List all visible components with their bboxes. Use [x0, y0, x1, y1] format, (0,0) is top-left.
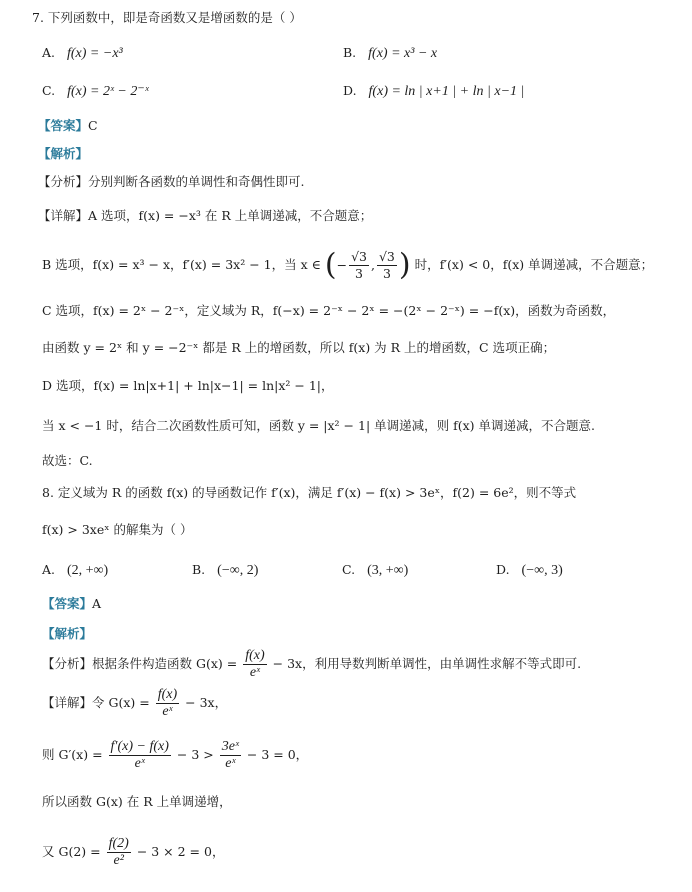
q8-g-frac1-den: eˣ [134, 756, 145, 771]
q8-fenxi-frac-num: f(x) [245, 648, 265, 663]
q8-fenxi [42, 647, 581, 681]
q8-analysis-tag [42, 626, 92, 642]
q8-g2-frac-num: f(2) [108, 836, 129, 851]
q8-fenxi-pre: 根据条件构造函数 G(x) = [92, 656, 238, 671]
q8-answer [42, 596, 101, 612]
q7-interval-frac-right-num: √3 [378, 249, 395, 265]
q8-g-pre: 则 G′(x) = [42, 747, 103, 762]
q8-option-d [496, 562, 563, 579]
q8-derivative [42, 738, 308, 772]
q8-detail-frac [156, 687, 179, 720]
q7-option-a-text: f(x) = −x³ [67, 46, 123, 61]
q7-detail-b-text2: 时，f′(x) < 0，f(x) 单调递减，不合题意； [414, 257, 654, 272]
q8-option-b-label: B. [192, 562, 206, 577]
q7-interval-frac-left-den: 3 [355, 266, 363, 282]
q8-g-mid: − 3 > [176, 747, 214, 762]
q7-answer-value: C [88, 118, 98, 133]
q7-detail-d: D 选项，f(x) = ln|x+1| + ln|x−1| = ln|x² − 1|， [42, 378, 334, 393]
q7-conclusion: 故选：C. [42, 453, 93, 468]
q7-fenxi-tag: 【分析】 [38, 174, 89, 189]
q7-stem: 7. 下列函数中，即是奇函数又是增函数的是（ ） [32, 10, 302, 25]
q8-stem-line2: f(x) > 3xeˣ 的解集为（ ） [42, 522, 193, 537]
q8-detail [42, 686, 227, 720]
q7-detail-a-text: A 选项，f(x) = −x³ 在 R 上单调递减，不合题意； [88, 208, 373, 223]
q8-g-frac2-den: eˣ [225, 756, 236, 771]
q8-fenxi-frac [243, 648, 266, 681]
q7-detail-c: C 选项，f(x) = 2ˣ − 2⁻ˣ，定义域为 R，f(−x) = 2⁻ˣ − 2ˣ = −(2ˣ − 2⁻ˣ) = −f(x)，函数为奇函数， [42, 303, 616, 318]
q7-interval-frac-right-den: 3 [382, 266, 391, 282]
q7-detail-tag: 【详解】 [38, 208, 89, 223]
q7-answer [38, 118, 98, 134]
q8-g-frac1-num: f′(x) − f(x) [110, 739, 169, 754]
q8-option-c-text: (3, +∞) [367, 563, 409, 578]
q8-option-a-label: A. [42, 562, 56, 577]
q8-fenxi-tag: 【分析】 [42, 656, 93, 671]
q7-fenxi [38, 174, 305, 190]
q8-option-b-text: (−∞, 2) [217, 563, 259, 578]
q7-interval-comma: , [370, 257, 375, 273]
q8-option-d-text: (−∞, 3) [521, 563, 563, 578]
q8-option-a-text: (2, +∞) [67, 563, 109, 578]
q7-detail-a [38, 208, 372, 224]
q7-detail-b [42, 248, 653, 283]
q7-option-a-label: A. [42, 45, 56, 60]
q8-answer-tag: 【答案】 [42, 596, 93, 611]
q8-g2 [42, 835, 224, 869]
q7-fenxi-text: 分别判断各函数的单调性和奇偶性即可. [88, 174, 305, 189]
q8-g2-frac-den: e² [113, 853, 124, 868]
q7-option-a [42, 45, 123, 62]
q7-option-c-label: C. [42, 83, 56, 98]
q8-g-post: − 3 = 0， [246, 747, 309, 762]
q7-interval-frac-left-num: √3 [351, 249, 367, 265]
q7-analysis-tag [38, 146, 88, 162]
q8-g-frac2-num: 3eˣ [221, 739, 239, 754]
q7-detail-d2: 当 x < −1 时，结合二次函数性质可知，函数 y = |x² − 1| 单调递减，则 f(x) 单调递减，不合题意. [42, 418, 595, 433]
q8-stem-line1: 8. 定义域为 R 的函数 f(x) 的导函数记作 f′(x)，满足 f′(x) − f(x) > 3eˣ，f(2) = 6e²，则不等式 [42, 485, 577, 500]
q8-detail-post: − 3x， [185, 695, 228, 710]
q7-analysis-tag-text: 【解析】 [38, 146, 89, 161]
q8-option-c [342, 562, 408, 579]
q8-g2-pre: 又 G(2) = [42, 844, 101, 859]
q7-detail-b-text1: B 选项，f(x) = x³ − x，f′(x) = 3x² − 1，当 x ∈ [42, 257, 321, 272]
q7-option-b-label: B. [343, 45, 357, 60]
q7-interval: (− $\frac{√3}{3}$ , $\frac{√3}{3}$ ) [324, 247, 411, 283]
q7-interval-neg: − [336, 257, 348, 273]
q8-fenxi-frac-den: eˣ [249, 665, 261, 680]
q7-option-c [42, 83, 149, 100]
q8-detail-tag: 【详解】 [42, 695, 93, 710]
q8-analysis-tag-text: 【解析】 [42, 626, 93, 641]
q7-option-d [343, 83, 524, 100]
q7-option-c-text: f(x) = 2ˣ − 2⁻ˣ [67, 84, 149, 99]
q8-detail-pre: 令 G(x) = [92, 695, 150, 710]
q7-interval-frac-right [377, 249, 397, 282]
q8-monotonic: 所以函数 G(x) 在 R 上单调递增， [42, 794, 232, 809]
q7-answer-tag: 【答案】 [38, 118, 89, 133]
q8-answer-value: A [92, 596, 102, 611]
q8-detail-frac-den: eˣ [162, 704, 173, 719]
q7-option-b-text: f(x) = x³ − x [368, 46, 438, 61]
q8-option-d-label: D. [496, 562, 510, 577]
q8-detail-frac-num: f(x) [157, 687, 178, 702]
q8-g-frac2 [220, 739, 241, 772]
q8-option-c-label: C. [342, 562, 356, 577]
q8-g-frac1 [109, 739, 171, 772]
q8-option-a [42, 562, 108, 579]
q7-detail-c2: 由函数 y = 2ˣ 和 y = −2⁻ˣ 都是 R 上的增函数，所以 f(x) 为 R 上的增函数，C 选项正确； [42, 340, 556, 355]
q7-option-d-text: f(x) = ln | x+1 | + ln | x−1 | [368, 84, 525, 99]
q8-option-b [192, 562, 258, 579]
q7-option-b [343, 45, 437, 62]
q8-fenxi-post: − 3x，利用导数判断单调性，由单调性求解不等式即可. [272, 656, 582, 671]
q7-option-d-label: D. [343, 83, 357, 98]
q8-g2-post: − 3 × 2 = 0， [136, 844, 225, 859]
q8-g2-frac [107, 836, 131, 869]
q7-interval-frac-left [349, 249, 369, 282]
